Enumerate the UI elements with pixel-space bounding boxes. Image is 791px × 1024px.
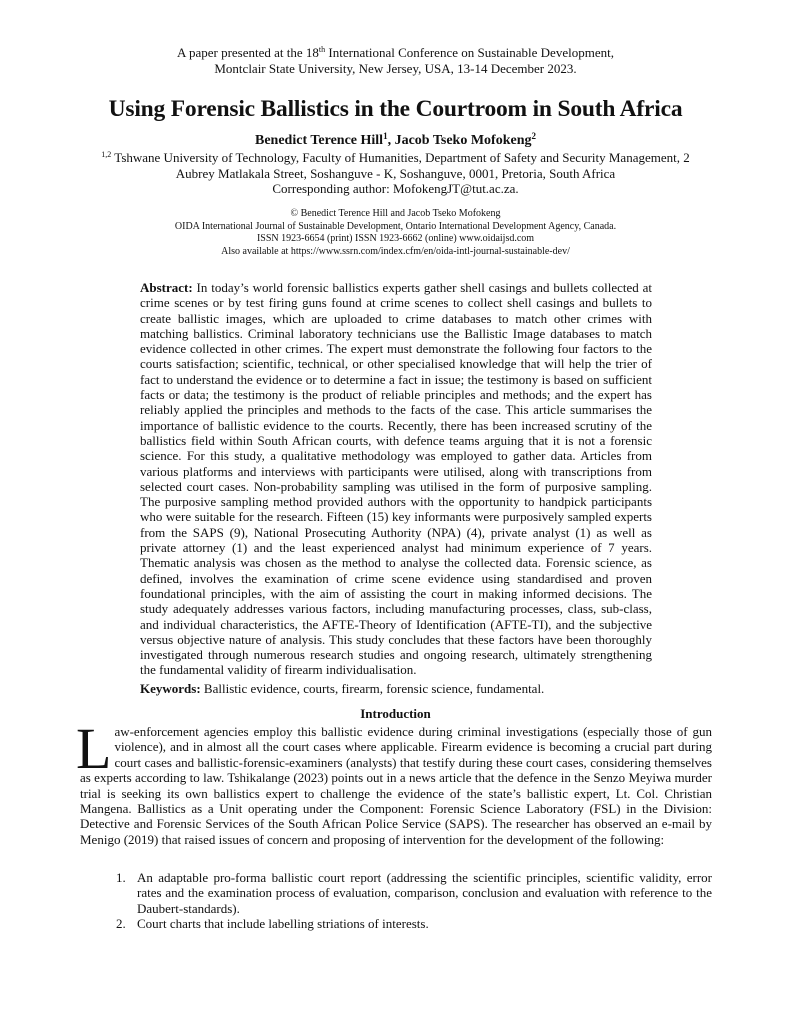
issn-line: ISSN 1923-6654 (print) ISSN 1923-6662 (online) www.oidaijsd.com [256,233,535,244]
author-1: Benedict Terence Hill [255,133,384,148]
keywords-text: Ballistic evidence, courts, firearm, forensic science, fundamental. [200,681,545,696]
author-2-affiliation-mark: 2 [531,131,536,141]
abstract-text: In today’s world forensic ballistics experts gather shell casings and bullets collected at crime scenes or by test firing guns found at crime scenes to collect shell casings and bullets to create ballistic images, which are uploaded to crime databases to match other crimes with matching ballistics. Criminal laboratory technicians use the Ballistic Image databases to match evidence collected in other crimes. The expert must demonstrate the following four factors to the courts satisfaction; scientific, technical, or other specialised knowledge that will help the trier of fact to understand the evidence or to determine a fact in issue; the testimony is based on sufficient facts or data; the testimony is the product of reliable principles and methods; and the expert has reliably applied the principles and methods to the facts of the case. This article summarises the importance of ballistic evidence to the courts. Recently, there has been increased scrutiny of the ballistics field within South African courts, with defence teams arguing that it is not a forensic science. For this study, a qualitative methodology was employed to gather data. Articles from various platforms and interviews with participants were utilised, along with transcriptions from selected court cases. Non-probability sampling was utilised in the form of purposive sampling. The purposive sampling method provided authors with the opportunity to handpick participants who were suitable for the research. Fifteen (15) key informants were purposively sampled experts from the SAPS (9), National Prosecuting Authority (NPA) (4), private analyst (1) as well as private attorney (1) and the least experienced analyst had minimum experience of 7 years. Thematic analysis was chosen as the method to analyse the collected data. Forensic science, as defined, involves the examination of crime scene evidence using standardised and proven foundational principles, with the aim of assisting the court in making informed decisions. The study adequately addresses various factors, including manufacturing processes, class, sub-class, and individual characteristics, the AFTE-Theory of Identification (AFTE-TI), and the subjective versus objective nature of analysis. This study concludes that these factors have been thoroughly investigated through numerous research studies and ongoing research, ultimately strengthening the fundamental validity of firearm individualisation. [140,280,652,678]
keywords [140,681,652,696]
corresponding-author: Corresponding author: MofokengJT@tut.ac.za. [272,181,519,196]
copyright-line: © Benedict Terence Hill and Jacob Tseko Mofokeng [290,208,501,219]
availability-line: Also available at https://www.ssrn.com/index.cfm/en/oida-intl-journal-sustainable-dev/ [221,245,570,257]
conference-line-2: Montclair State University, New Jersey, USA, 13-14 December 2023. [214,61,577,76]
list-item-text: Court charts that include labelling striations of interests. [137,916,429,932]
introduction-text: aw-enforcement agencies employ this ballistic evidence during criminal investigations (especially those of gun violence), and in almost all the court cases where applicable. Firearm evidence is becoming a crucial part during court cases and ballistic-forensic-examiners (analysts) that testify during these court cases, considering themselves as experts according to law. Tshikalange (2023) points out in a news article that the defence in the Senzo Meyiwa murder trial is seeking its own ballistics expert to challenge the evidence of the state’s ballistic expert, Lt. Col. Christian Mangena. Ballistics as a Unit operating under the Component: Forensic Science Laboratory (FSL) in the Division: Detective and Forensic Services of the South African Police Service (SAPS). The researcher has observed an e-mail by Menigo (2019) that raised issues of concern and proposing of intervention for the development of the following: [80,724,712,847]
author-2: Jacob Tseko Mofokeng [394,133,532,148]
list-item [80,916,712,931]
affiliation-line-2: Aubrey Matlakala Street, Soshanguve - K, Soshanguve, 0001, Pretoria, South Africa [175,165,616,181]
list-number: 2. [116,916,126,932]
section-heading-introduction: Introduction [360,706,431,721]
list-item [80,870,712,916]
list-number: 1. [116,870,126,885]
ordinal-superscript: th [318,45,326,54]
introduction-paragraph [76,716,712,847]
conference-line-1: A paper presented at the 18th International Conference on Sustainable Development, [177,45,614,60]
conference-note [0,45,791,77]
copyright-block [0,208,791,258]
author-1-affiliation-mark: 1 [383,131,388,141]
intervention-list [80,870,712,932]
author-list: Benedict Terence Hill$^1$, Jacob Tseko Mofokeng$^2$ [255,131,536,148]
abstract-label: Abstract: [140,280,193,295]
list-item-text: An adaptable pro-forma ballistic court report (addressing the scientific principles, scientific validity, error rates and the examination process of evaluation, comparison, conclusion and evaluation with reference to the Daubert-standards). [137,870,712,916]
abstract [140,280,652,678]
affiliation-line-1: $^{1,2}$ Tshwane University of Technology, Faculty of Humanities, Department of Safety and Security Management, 2 [101,150,690,165]
drop-cap: L [76,716,112,781]
affiliation-block [0,150,791,197]
keywords-label: Keywords: [140,681,201,696]
journal-line: OIDA International Journal of Sustainable Development, Ontario International Development Agency, Canada. [174,220,617,232]
paper-title: Using Forensic Ballistics in the Courtroom in South Africa [108,96,683,122]
